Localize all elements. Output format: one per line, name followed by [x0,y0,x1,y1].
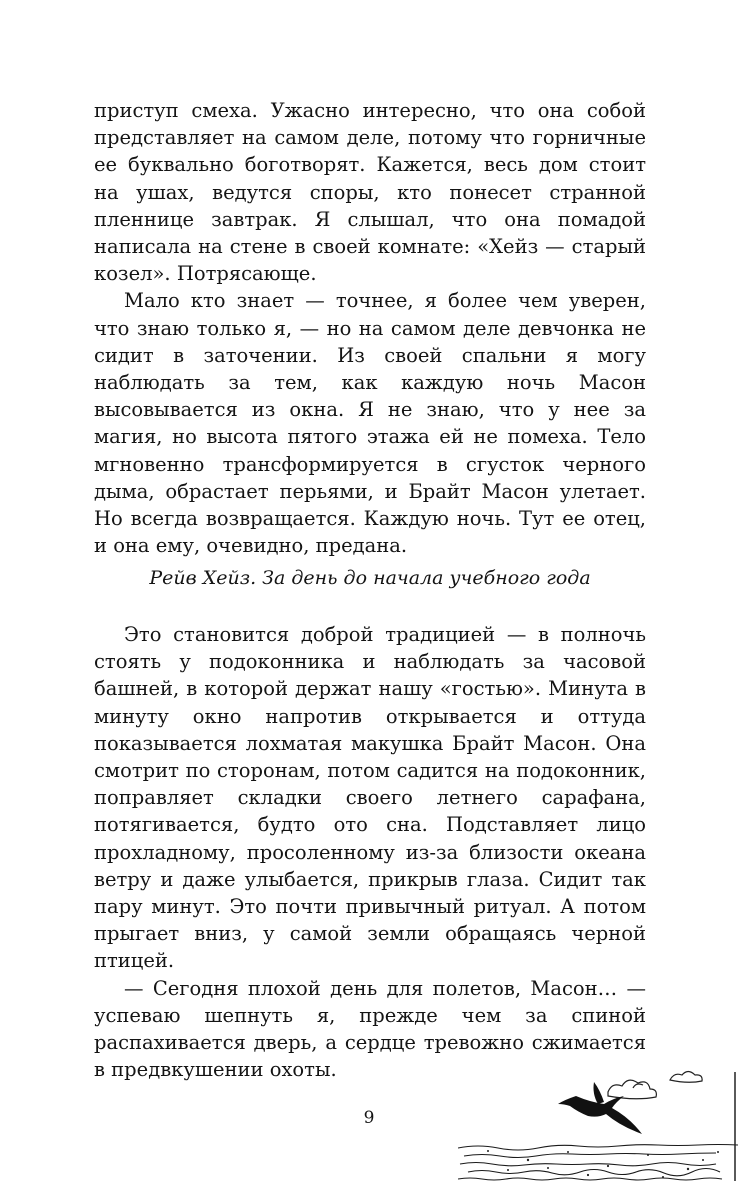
bird-icon [558,1082,642,1134]
cloud-icon [608,1072,702,1099]
paragraph-1: приступ смеха. Ужасно интересно, что она собой представляет на самом деле, потому что горничные ее буквально боготворят. Кажется, весь дом стоит на ушах, ведутся споры, кто понесет странной пленнице завтрак. Я слышал, что она помадой написала на стене в своей комнате: «Хейз — старый козел». Потрясающе. [94,99,646,286]
paragraph-2: Мало кто знает — точнее, я более чем уверен, что знаю только я, — но на самом деле девчонка не сидит в заточении. Из своей спальни я могу наблюдать за тем, как каждую ночь Масон высовывается из окна. Я не знаю, что у нее за магия, но высота пятого этажа ей не помеха. Тело мгновенно трансформируется в сгусток черного дыма, обрастает перьями, и Брайт Масон улетает. Но всегда возвращается. Каждую ночь. Тут ее отец, и она ему, очевидно, предана. [94,289,646,558]
sea-waves [458,1145,738,1181]
paragraph-4: — Сегодня плохой день для полетов, Масон… — успеваю шепнуть я, прежде чем за спиной распахивается дверь, а сердце тревожно сжимается в предвкушении охоты. [94,976,646,1082]
text-block-bottom [94,621,646,1083]
section-heading: Рейв Хейз. За день до начала учебного года [149,567,591,589]
paragraph-3: Это становится доброй традицией — в полночь стоять у подоконника и наблюдать за часовой башней, в которой держат нашу «гостью». Минута в минуту окно напротив открывается и оттуда показывается лохматая макушка Брайт Масон. Она смотрит по сторонам, потом садится на подоконник, поправляет складки своего летнего сарафана, потягивается, будто ото сна. Подставляет лицо прохладному, просоленному из-за близости океана ветру и даже улыбается, прикрыв глаза. Сидит так пару минут. Это почти привычный ритуал. А потом прыгает вниз, у самой земли обращаясь черной птицей. [94,623,646,973]
page-number: 9 [363,1108,375,1128]
text-block-top [94,97,646,559]
bird-over-sea-illustration [458,1052,738,1181]
